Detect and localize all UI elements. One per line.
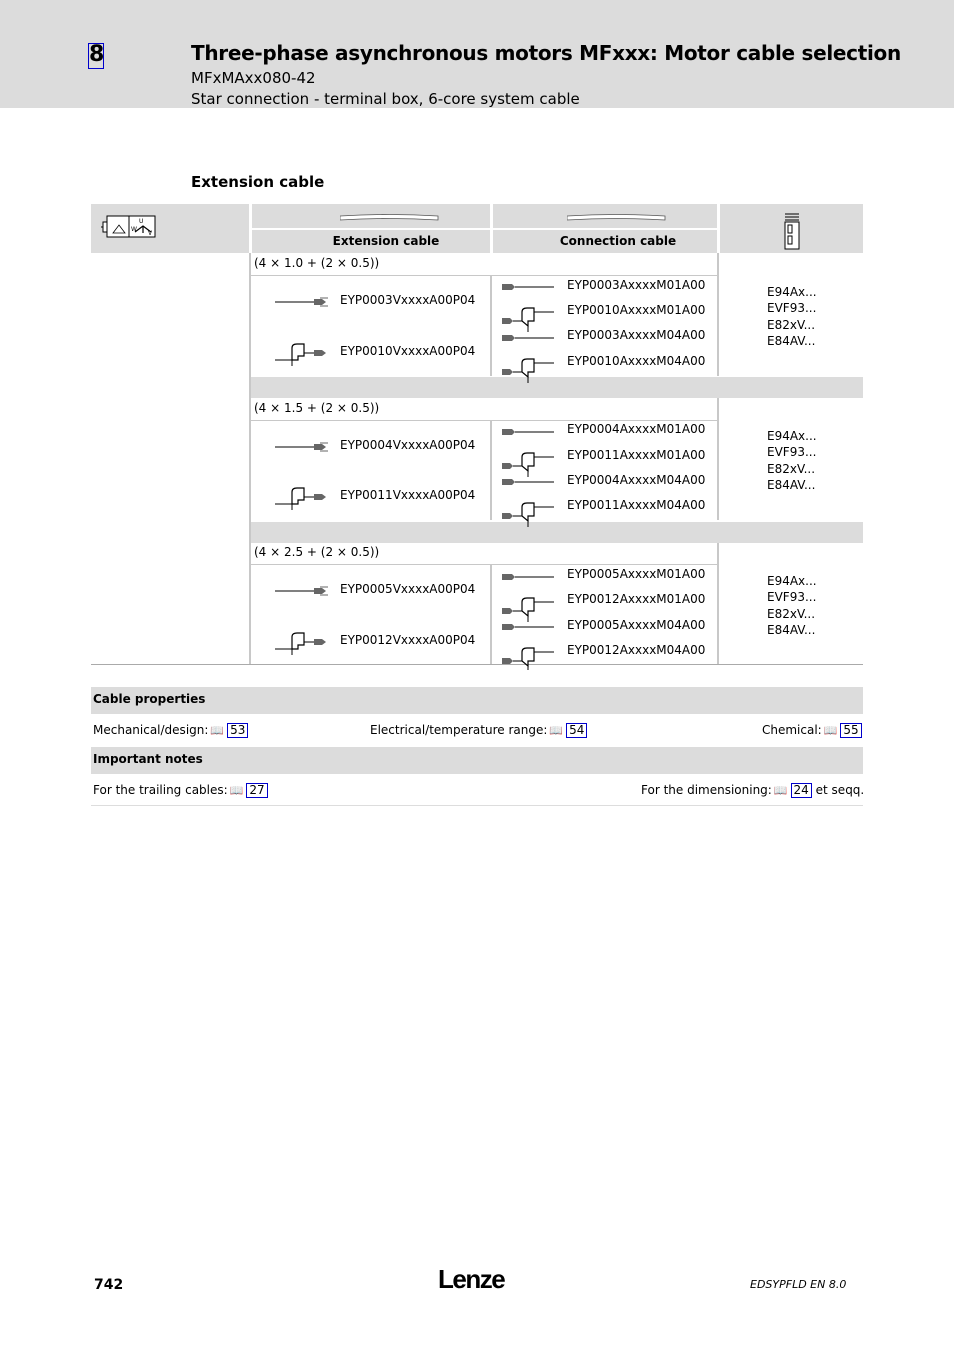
extension-cable-code: EYP0004VxxxxA00P04	[340, 438, 476, 452]
important-notes-row	[91, 783, 863, 805]
document-id: EDSYPFLD EN 8.0	[750, 1278, 847, 1291]
book-icon: 📖	[229, 784, 244, 797]
chapter-number-link[interactable]: 8	[89, 42, 105, 67]
controller-list: E94Ax... EVF93... E82xV... E84AV...	[767, 574, 817, 637]
dimensioning-label: For the dimensioning:	[641, 783, 772, 797]
chemical-label: Chemical:	[762, 723, 822, 737]
cross-section-label: (4 × 1.0 + (2 × 0.5))	[254, 256, 380, 270]
svg-text:V: V	[148, 230, 153, 237]
cable-properties-header: Cable properties	[91, 687, 863, 714]
book-icon: 📖	[549, 724, 564, 737]
mechanical-page-link[interactable]: 53	[227, 723, 248, 738]
cross-section-label: (4 × 1.5 + (2 × 0.5))	[254, 401, 380, 415]
motor-terminal-box-icon	[99, 213, 159, 239]
svg-text:W: W	[131, 226, 137, 233]
chemical-page-link[interactable]: 55	[840, 723, 861, 738]
page-header	[0, 0, 954, 108]
connection-cable-code: EYP0011AxxxxM01A00	[567, 448, 706, 462]
column-header-extension: Extension cable	[332, 234, 440, 248]
trailing-cables-page-link[interactable]: 27	[246, 783, 267, 798]
extension-cable-code: EYP0011VxxxxA00P04	[340, 488, 476, 502]
connection-cable-code: EYP0003AxxxxM01A00	[567, 278, 706, 292]
mechanical-label: Mechanical/design:	[93, 723, 209, 737]
connection-cable-code: EYP0012AxxxxM04A00	[567, 643, 706, 657]
extension-cable-code: EYP0012VxxxxA00P04	[340, 633, 476, 647]
section-title: Extension cable	[191, 173, 325, 191]
page-subtitle-connection: Star connection - terminal box, 6-core system cable	[191, 90, 580, 108]
connection-cable-code: EYP0004AxxxxM01A00	[567, 422, 706, 436]
electrical-page-link[interactable]: 54	[566, 723, 587, 738]
dimensioning-suffix: et seqq.	[815, 783, 865, 797]
extension-cable-code: EYP0010VxxxxA00P04	[340, 344, 476, 358]
cable-icon	[567, 214, 667, 222]
connection-cable-code: EYP0012AxxxxM01A00	[567, 592, 706, 606]
cable-icon	[340, 214, 440, 222]
controller-header-cell	[720, 204, 863, 253]
cable-properties-row	[91, 723, 863, 747]
connection-cable-code: EYP0010AxxxxM04A00	[567, 354, 706, 368]
electrical-label: Electrical/temperature range:	[370, 723, 548, 737]
connection-cable-code: EYP0005AxxxxM04A00	[567, 618, 706, 632]
dimensioning-page-link[interactable]: 24	[791, 783, 812, 798]
connection-cable-code: EYP0003AxxxxM04A00	[567, 328, 706, 342]
page-number: 742	[94, 1277, 124, 1293]
connection-cable-pictograms	[500, 275, 560, 670]
cross-section-label: (4 × 2.5 + (2 × 0.5))	[254, 545, 380, 559]
controller-list: E94Ax... EVF93... E82xV... E84AV...	[767, 429, 817, 492]
motor-header-cell	[91, 204, 249, 253]
book-icon: 📖	[210, 724, 225, 737]
column-header-connection: Connection cable	[559, 234, 677, 248]
connection-cable-code: EYP0005AxxxxM01A00	[567, 567, 706, 581]
page-subtitle-model: MFxMAxx080-42	[191, 69, 316, 87]
extension-cable-code: EYP0005VxxxxA00P04	[340, 582, 476, 596]
trailing-cables-label: For the trailing cables:	[93, 783, 228, 797]
lenze-logo: Lenze	[438, 1264, 505, 1294]
book-icon: 📖	[773, 784, 788, 797]
extension-cable-icon-cell	[252, 204, 490, 228]
important-notes-header: Important notes	[91, 747, 863, 774]
page-title: Three-phase asynchronous motors MFxxx: Motor cable selection	[191, 41, 901, 65]
book-icon: 📖	[823, 724, 838, 737]
connection-cable-icon-cell	[493, 204, 717, 228]
connection-cable-code: EYP0004AxxxxM04A00	[567, 473, 706, 487]
controller-list: E94Ax... EVF93... E82xV... E84AV...	[767, 285, 817, 348]
controller-icon	[784, 212, 800, 252]
extension-cable-code: EYP0003VxxxxA00P04	[340, 293, 476, 307]
connection-cable-code: EYP0011AxxxxM04A00	[567, 498, 706, 512]
extension-cable-pictograms	[270, 270, 332, 670]
connection-cable-code: EYP0010AxxxxM01A00	[567, 303, 706, 317]
svg-text:U: U	[139, 218, 144, 225]
